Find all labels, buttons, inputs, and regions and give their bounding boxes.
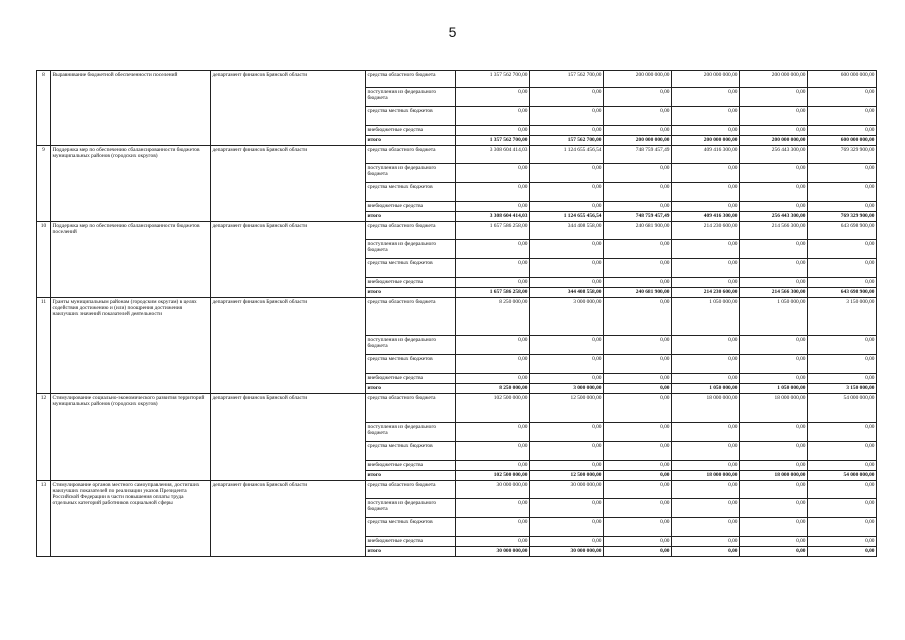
amount-cell: 0,00 xyxy=(672,499,740,518)
amount-cell: 769 329 900,00 xyxy=(808,212,877,222)
amount-cell: 256 443 300,00 xyxy=(740,146,808,164)
amount-cell: 0,00 xyxy=(740,547,808,557)
amount-cell: 0,00 xyxy=(740,355,808,374)
amount-cell: 0,00 xyxy=(808,547,877,557)
amount-cell: 0,00 xyxy=(604,461,672,471)
amount-cell: 0,00 xyxy=(530,355,604,374)
amount-cell: 0,00 xyxy=(456,88,530,107)
amount-cell: 102 500 000,00 xyxy=(456,471,530,481)
amount-cell: 0,00 xyxy=(740,164,808,183)
page-number: 5 xyxy=(448,24,457,40)
amount-cell: 0,00 xyxy=(672,278,740,288)
table-row xyxy=(37,146,877,164)
row-number-cell: 9 xyxy=(37,146,51,222)
amount-cell: 0,00 xyxy=(530,88,604,107)
funding-source-cell: средства местных бюджетов xyxy=(366,259,456,278)
amount-cell: 3 308 604 414,03 xyxy=(456,146,530,164)
amount-cell: 0,00 xyxy=(456,442,530,461)
amount-cell: 769 329 900,00 xyxy=(808,146,877,164)
amount-cell: 8 250 000,00 xyxy=(456,384,530,394)
amount-cell: 0,00 xyxy=(604,481,672,499)
amount-cell: 0,00 xyxy=(740,374,808,384)
funding-source-cell: средства областного бюджета xyxy=(366,298,456,336)
amount-cell: 0,00 xyxy=(456,278,530,288)
amount-cell: 0,00 xyxy=(604,278,672,288)
amount-cell: 214 230 600,00 xyxy=(672,288,740,298)
amount-cell: 600 000 000,00 xyxy=(808,136,877,146)
amount-cell: 0,00 xyxy=(530,461,604,471)
amount-cell: 200 000 000,00 xyxy=(604,71,672,88)
funding-source-cell: средства местных бюджетов xyxy=(366,183,456,202)
amount-cell: 0,00 xyxy=(808,518,877,537)
amount-cell: 0,00 xyxy=(604,126,672,136)
amount-cell: 0,00 xyxy=(604,423,672,442)
amount-cell: 1 357 562 700,00 xyxy=(456,71,530,88)
amount-cell: 409 416 300,00 xyxy=(672,146,740,164)
amount-cell: 0,00 xyxy=(530,240,604,259)
amount-cell: 54 000 000,00 xyxy=(808,394,877,423)
amount-cell: 0,00 xyxy=(808,374,877,384)
funding-source-cell: итого xyxy=(366,471,456,481)
amount-cell: 0,00 xyxy=(456,202,530,212)
funding-source-cell: внебюджетные средства xyxy=(366,461,456,471)
amount-cell: 0,00 xyxy=(808,537,877,547)
amount-cell: 0,00 xyxy=(808,164,877,183)
amount-cell: 0,00 xyxy=(672,240,740,259)
amount-cell: 18 000 000,00 xyxy=(740,471,808,481)
measure-name-cell: Поддержка мер по обеспечению сбалансированности бюджетов поселений xyxy=(51,222,211,298)
funding-source-cell: итого xyxy=(366,212,456,222)
amount-cell: 0,00 xyxy=(456,461,530,471)
funding-source-cell: средства местных бюджетов xyxy=(366,442,456,461)
amount-cell: 0,00 xyxy=(740,126,808,136)
amount-cell: 0,00 xyxy=(808,88,877,107)
funding-source-cell: поступления из федерального бюджета xyxy=(366,240,456,259)
row-number-cell: 11 xyxy=(37,298,51,394)
budget-table xyxy=(36,70,877,557)
amount-cell: 0,00 xyxy=(808,461,877,471)
executor-cell: департамент финансов Брянской области xyxy=(211,481,366,557)
amount-cell: 0,00 xyxy=(808,442,877,461)
amount-cell: 0,00 xyxy=(530,423,604,442)
amount-cell: 0,00 xyxy=(740,336,808,355)
amount-cell: 0,00 xyxy=(604,518,672,537)
amount-cell: 0,00 xyxy=(530,107,604,126)
funding-source-cell: итого xyxy=(366,547,456,557)
amount-cell: 0,00 xyxy=(808,107,877,126)
amount-cell: 0,00 xyxy=(456,355,530,374)
amount-cell: 0,00 xyxy=(808,183,877,202)
amount-cell: 0,00 xyxy=(808,202,877,212)
funding-source-cell: средства местных бюджетов xyxy=(366,107,456,126)
amount-cell: 0,00 xyxy=(530,183,604,202)
amount-cell: 0,00 xyxy=(740,183,808,202)
amount-cell: 0,00 xyxy=(456,499,530,518)
amount-cell: 214 566 300,00 xyxy=(740,222,808,240)
amount-cell: 157 562 700,00 xyxy=(530,71,604,88)
amount-cell: 0,00 xyxy=(530,126,604,136)
funding-source-cell: итого xyxy=(366,136,456,146)
amount-cell: 0,00 xyxy=(672,481,740,499)
amount-cell: 0,00 xyxy=(604,394,672,423)
amount-cell: 18 000 000,00 xyxy=(672,394,740,423)
table-row xyxy=(37,298,877,336)
amount-cell: 0,00 xyxy=(604,355,672,374)
amount-cell: 600 000 000,00 xyxy=(808,71,877,88)
amount-cell: 0,00 xyxy=(456,423,530,442)
amount-cell: 0,00 xyxy=(740,442,808,461)
amount-cell: 1 657 586 258,00 xyxy=(456,222,530,240)
amount-cell: 0,00 xyxy=(672,537,740,547)
amount-cell: 0,00 xyxy=(672,336,740,355)
amount-cell: 1 357 562 700,00 xyxy=(456,136,530,146)
amount-cell: 0,00 xyxy=(456,183,530,202)
amount-cell: 0,00 xyxy=(740,107,808,126)
amount-cell: 0,00 xyxy=(456,537,530,547)
amount-cell: 0,00 xyxy=(740,423,808,442)
amount-cell: 643 698 900,00 xyxy=(808,288,877,298)
funding-source-cell: средства областного бюджета xyxy=(366,146,456,164)
row-number-cell: 10 xyxy=(37,222,51,298)
executor-cell: департамент финансов Брянской области xyxy=(211,71,366,146)
amount-cell: 0,00 xyxy=(740,240,808,259)
amount-cell: 409 416 300,00 xyxy=(672,212,740,222)
amount-cell: 0,00 xyxy=(740,481,808,499)
amount-cell: 0,00 xyxy=(604,107,672,126)
funding-source-cell: поступления из федерального бюджета xyxy=(366,164,456,183)
measure-name-cell: Стимулирование органов местного самоуправления, достигших наилучших показателей по реализации указов Президента Российской Федерации в части повышения оплаты труда отдельных категорий работников социальной сферы xyxy=(51,481,211,557)
amount-cell: 0,00 xyxy=(672,88,740,107)
amount-cell: 1 050 000,00 xyxy=(740,298,808,336)
amount-cell: 344 408 558,00 xyxy=(530,222,604,240)
table-row xyxy=(37,481,877,499)
amount-cell: 3 150 000,00 xyxy=(808,298,877,336)
measure-name-cell: Гранты муниципальным районам (городским округам) в целях содействия достижению и (или) поощрения достижения наилучших значений показателей деятельности xyxy=(51,298,211,394)
table-row xyxy=(37,222,877,240)
amount-cell: 0,00 xyxy=(808,336,877,355)
amount-cell: 748 759 457,49 xyxy=(604,146,672,164)
amount-cell: 0,00 xyxy=(456,126,530,136)
amount-cell: 0,00 xyxy=(672,461,740,471)
amount-cell: 157 562 700,00 xyxy=(530,136,604,146)
amount-cell: 0,00 xyxy=(530,518,604,537)
funding-source-cell: внебюджетные средства xyxy=(366,374,456,384)
amount-cell: 0,00 xyxy=(604,537,672,547)
executor-cell: департамент финансов Брянской области xyxy=(211,394,366,481)
amount-cell: 3 000 000,00 xyxy=(530,384,604,394)
amount-cell: 0,00 xyxy=(672,126,740,136)
amount-cell: 1 050 000,00 xyxy=(740,384,808,394)
amount-cell: 0,00 xyxy=(740,461,808,471)
amount-cell: 1 657 586 258,00 xyxy=(456,288,530,298)
funding-source-cell: средства областного бюджета xyxy=(366,394,456,423)
amount-cell: 12 500 000,00 xyxy=(530,471,604,481)
amount-cell: 0,00 xyxy=(672,374,740,384)
amount-cell: 18 000 000,00 xyxy=(672,471,740,481)
amount-cell: 0,00 xyxy=(456,374,530,384)
funding-source-cell: средства местных бюджетов xyxy=(366,518,456,537)
amount-cell: 0,00 xyxy=(740,278,808,288)
amount-cell: 0,00 xyxy=(672,183,740,202)
funding-source-cell: внебюджетные средства xyxy=(366,278,456,288)
executor-cell: департамент финансов Брянской области xyxy=(211,146,366,222)
amount-cell: 0,00 xyxy=(604,202,672,212)
amount-cell: 200 000 000,00 xyxy=(672,71,740,88)
amount-cell: 0,00 xyxy=(808,481,877,499)
row-number-cell: 13 xyxy=(37,481,51,557)
funding-source-cell: поступления из федерального бюджета xyxy=(366,499,456,518)
amount-cell: 0,00 xyxy=(740,518,808,537)
funding-source-cell: внебюджетные средства xyxy=(366,202,456,212)
amount-cell: 240 681 900,00 xyxy=(604,222,672,240)
amount-cell: 0,00 xyxy=(530,374,604,384)
amount-cell: 0,00 xyxy=(808,240,877,259)
amount-cell: 0,00 xyxy=(604,240,672,259)
amount-cell: 0,00 xyxy=(530,336,604,355)
amount-cell: 643 698 900,00 xyxy=(808,222,877,240)
amount-cell: 240 681 900,00 xyxy=(604,288,672,298)
funding-source-cell: итого xyxy=(366,288,456,298)
amount-cell: 0,00 xyxy=(530,537,604,547)
funding-source-cell: средства областного бюджета xyxy=(366,481,456,499)
amount-cell: 0,00 xyxy=(604,547,672,557)
amount-cell: 200 000 000,00 xyxy=(740,136,808,146)
amount-cell: 0,00 xyxy=(604,499,672,518)
amount-cell: 0,00 xyxy=(456,259,530,278)
amount-cell: 0,00 xyxy=(672,355,740,374)
funding-source-cell: внебюджетные средства xyxy=(366,126,456,136)
amount-cell: 0,00 xyxy=(456,336,530,355)
table-row xyxy=(37,71,877,88)
amount-cell: 0,00 xyxy=(604,374,672,384)
amount-cell: 0,00 xyxy=(740,537,808,547)
row-number-cell: 12 xyxy=(37,394,51,481)
amount-cell: 3 150 000,00 xyxy=(808,384,877,394)
amount-cell: 0,00 xyxy=(530,202,604,212)
amount-cell: 0,00 xyxy=(456,107,530,126)
amount-cell: 0,00 xyxy=(672,164,740,183)
amount-cell: 0,00 xyxy=(604,259,672,278)
amount-cell: 0,00 xyxy=(672,518,740,537)
amount-cell: 0,00 xyxy=(740,202,808,212)
amount-cell: 0,00 xyxy=(604,384,672,394)
amount-cell: 30 000 000,00 xyxy=(456,481,530,499)
amount-cell: 0,00 xyxy=(456,518,530,537)
amount-cell: 0,00 xyxy=(530,442,604,461)
amount-cell: 0,00 xyxy=(530,499,604,518)
row-number-cell: 8 xyxy=(37,71,51,146)
amount-cell: 200 000 000,00 xyxy=(740,71,808,88)
executor-cell: департамент финансов Брянской области xyxy=(211,298,366,394)
funding-source-cell: средства местных бюджетов xyxy=(366,355,456,374)
amount-cell: 1 050 000,00 xyxy=(672,384,740,394)
amount-cell: 214 230 600,00 xyxy=(672,222,740,240)
amount-cell: 0,00 xyxy=(604,442,672,461)
amount-cell: 200 000 000,00 xyxy=(672,136,740,146)
amount-cell: 0,00 xyxy=(604,164,672,183)
measure-name-cell: Поддержка мер по обеспечению сбалансированности бюджетов муниципальных районов (городских округов) xyxy=(51,146,211,222)
executor-cell: департамент финансов Брянской области xyxy=(211,222,366,298)
measure-name-cell: Выравнивание бюджетной обеспеченности поселений xyxy=(51,71,211,146)
amount-cell: 0,00 xyxy=(808,423,877,442)
amount-cell: 3 000 000,00 xyxy=(530,298,604,336)
amount-cell: 0,00 xyxy=(672,259,740,278)
amount-cell: 0,00 xyxy=(530,278,604,288)
funding-source-cell: средства областного бюджета xyxy=(366,71,456,88)
amount-cell: 0,00 xyxy=(530,164,604,183)
amount-cell: 0,00 xyxy=(808,126,877,136)
amount-cell: 8 250 000,00 xyxy=(456,298,530,336)
measure-name-cell: Стимулирование социально-экономического развития территорий муниципальных районов (городских округов) xyxy=(51,394,211,481)
amount-cell: 0,00 xyxy=(740,88,808,107)
amount-cell: 0,00 xyxy=(456,240,530,259)
amount-cell: 1 124 655 456,54 xyxy=(530,146,604,164)
amount-cell: 0,00 xyxy=(530,259,604,278)
amount-cell: 0,00 xyxy=(672,423,740,442)
amount-cell: 0,00 xyxy=(604,88,672,107)
funding-source-cell: поступления из федерального бюджета xyxy=(366,336,456,355)
amount-cell: 30 000 000,00 xyxy=(530,481,604,499)
amount-cell: 0,00 xyxy=(808,278,877,288)
amount-cell: 0,00 xyxy=(808,499,877,518)
amount-cell: 102 500 000,00 xyxy=(456,394,530,423)
amount-cell: 54 000 000,00 xyxy=(808,471,877,481)
amount-cell: 0,00 xyxy=(672,547,740,557)
amount-cell: 0,00 xyxy=(672,107,740,126)
amount-cell: 18 000 000,00 xyxy=(740,394,808,423)
funding-source-cell: средства областного бюджета xyxy=(366,222,456,240)
table-row xyxy=(37,394,877,423)
amount-cell: 0,00 xyxy=(456,164,530,183)
amount-cell: 30 000 000,00 xyxy=(530,547,604,557)
amount-cell: 30 000 000,00 xyxy=(456,547,530,557)
amount-cell: 0,00 xyxy=(604,336,672,355)
amount-cell: 0,00 xyxy=(740,259,808,278)
amount-cell: 3 308 604 414,03 xyxy=(456,212,530,222)
amount-cell: 0,00 xyxy=(808,259,877,278)
amount-cell: 256 443 300,00 xyxy=(740,212,808,222)
amount-cell: 214 566 300,00 xyxy=(740,288,808,298)
amount-cell: 0,00 xyxy=(740,499,808,518)
funding-source-cell: поступления из федерального бюджета xyxy=(366,88,456,107)
amount-cell: 1 050 000,00 xyxy=(672,298,740,336)
amount-cell: 344 408 558,00 xyxy=(530,288,604,298)
amount-cell: 0,00 xyxy=(672,202,740,212)
amount-cell: 200 000 000,00 xyxy=(604,136,672,146)
amount-cell: 1 124 655 456,54 xyxy=(530,212,604,222)
table-body xyxy=(37,71,877,557)
amount-cell: 0,00 xyxy=(808,355,877,374)
amount-cell: 0,00 xyxy=(672,442,740,461)
funding-source-cell: поступления из федерального бюджета xyxy=(366,423,456,442)
amount-cell: 0,00 xyxy=(604,471,672,481)
amount-cell: 12 500 000,00 xyxy=(530,394,604,423)
funding-source-cell: итого xyxy=(366,384,456,394)
amount-cell: 0,00 xyxy=(604,298,672,336)
funding-source-cell: внебюджетные средства xyxy=(366,537,456,547)
amount-cell: 748 759 457,49 xyxy=(604,212,672,222)
amount-cell: 0,00 xyxy=(604,183,672,202)
